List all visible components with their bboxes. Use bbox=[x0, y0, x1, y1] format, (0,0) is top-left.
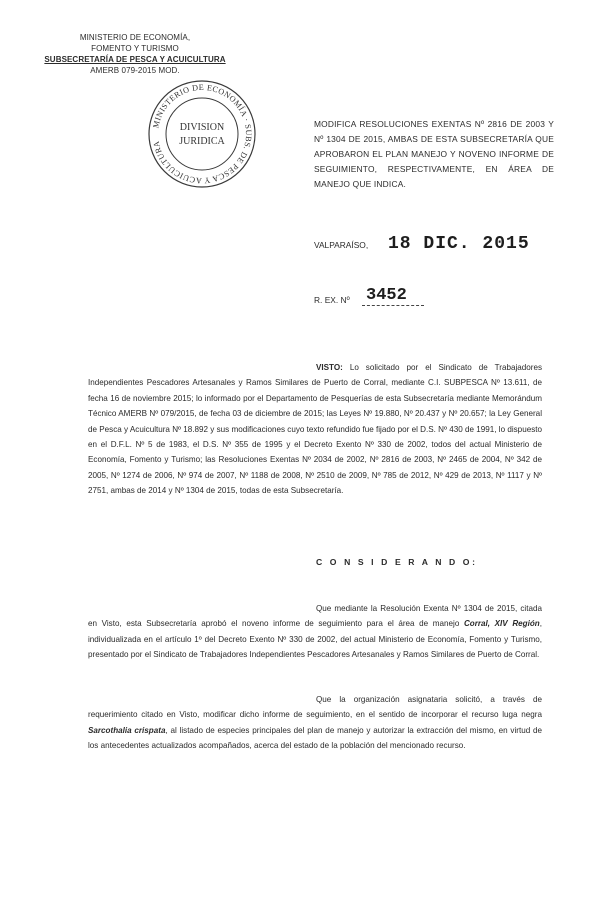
division-juridica-seal bbox=[146, 78, 258, 190]
seal-ring-text: MINISTERIO DE ECONOMÍA · SUBS. DE PESCA Y ACUICULTURA bbox=[151, 82, 254, 186]
c1-text-b: , individualizada en el artículo 1º del Decreto Exento Nº 330 de 2002, del actual Ministerio de Economía, Fomento y Turismo, presentado por el Sindicato de Trabajadores Independientes Pescadores Artesanales y Ramos Similares de Puerto de Corral. bbox=[88, 619, 542, 660]
c1-area-name: Corral, XIV Región bbox=[463, 619, 540, 629]
file-reference: AMERB 079-2015 MOD. bbox=[90, 66, 180, 75]
considerando-2-paragraph bbox=[88, 692, 542, 754]
date-line bbox=[314, 234, 574, 256]
considerando-1-paragraph bbox=[88, 601, 542, 663]
seal-center-top: DIVISION bbox=[179, 122, 225, 133]
date-stamp: 18 DIC. 2015 bbox=[388, 234, 530, 254]
considerando-1 bbox=[88, 601, 542, 663]
c1-text-a: Que mediante la Resolución Exenta Nº 1304 de 2015, citada en Visto, esta Subsecretaría aprobó el noveno informe de seguimiento para el área de manejo bbox=[88, 604, 542, 629]
considerando-heading: C O N S I D E R A N D O: bbox=[316, 557, 478, 567]
letterhead bbox=[40, 32, 230, 76]
rex-label: R. EX. Nº bbox=[314, 295, 350, 305]
visto-label: VISTO: bbox=[316, 363, 343, 372]
place-label: VALPARAÍSO, bbox=[314, 240, 369, 250]
ministry-name: MINISTERIO DE ECONOMÍA, bbox=[79, 33, 191, 42]
resolution-number-line bbox=[314, 286, 514, 308]
rex-number: 3452 bbox=[366, 286, 407, 305]
subsecretary-name: SUBSECRETARÍA DE PESCA Y ACUICULTURA bbox=[44, 55, 226, 64]
resolution-subject: MODIFICA RESOLUCIONES EXENTAS Nº 2816 DE 2003 Y Nº 1304 DE 2015, AMBAS DE ESTA SUBSECRETARÍA QUE APROBARON EL PLAN MANEJO Y NOVENO INFORME DE SEGUIMIENTO, RESPECTIVAMENTE, EN ÁREA DE MANEJO QUE INDICA. bbox=[314, 119, 554, 189]
seal-center-bottom: JURIDICA bbox=[179, 136, 225, 147]
visto-section bbox=[88, 360, 542, 499]
c2-text-a: Que la organización asignataria solicitó, a través de requerimiento citado en Visto, modificar dicho informe de seguimiento, en el sentido de incorporar el recurso luga negra bbox=[88, 695, 542, 720]
considerando-2 bbox=[88, 692, 542, 754]
c2-species-name: Sarcothalia crispata bbox=[88, 725, 166, 735]
ministry-name-cont: FOMENTO Y TURISMO bbox=[91, 44, 179, 53]
rex-underline bbox=[362, 305, 424, 306]
visto-paragraph bbox=[88, 360, 542, 499]
c2-text-b: , al listado de especies principales del plan de manejo y autorizar la extracción del mismo, en virtud de los antecedentes actualizados acompañados, acerca del estado de la población del mencionado recurso. bbox=[88, 725, 542, 751]
visto-text: Lo solicitado por el Sindicato de Trabajadores Independientes Pescadores Artesanales y Ramos Similares de Puerto de Corral, mediante C.I. SUBPESCA Nº 13.611, de fecha 16 de noviembre 2015; lo informado por el Departamento de Pesquerías de esta Subsecretaría mediante Memorándum Técnico AMERB Nº 079/2015, de fecha 03 de diciembre de 2015; las Leyes Nº 19.880, Nº 20.437 y Nº 20.657; la Ley General de Pesca y Acuicultura Nº 18.892 y sus modificaciones cuyo texto refundido fue fijado por el D.S. Nº 430 de 1991, lo dispuesto en el D.F.L. Nº 5 de 1983, el D.S. Nº 355 de 1995 y el Decreto Exento Nº 330 de 2002, todos del actual Ministerio de Economía, Fomento y Turismo; las Resoluciones Exentas Nº 2034 de 2002, Nº 2816 de 2003, Nº 2465 de 2004, Nº 342 de 2005, Nº 1274 de 2006, Nº 974 de 2007, Nº 1188 de 2008, Nº 2510 de 2009, Nº 785 de 2012, Nº 429 de 2013, Nº 1117 y Nº 2751, ambas de 2014 y Nº 1304 de 2015, todas de esta Subsecretaría. bbox=[88, 363, 542, 496]
